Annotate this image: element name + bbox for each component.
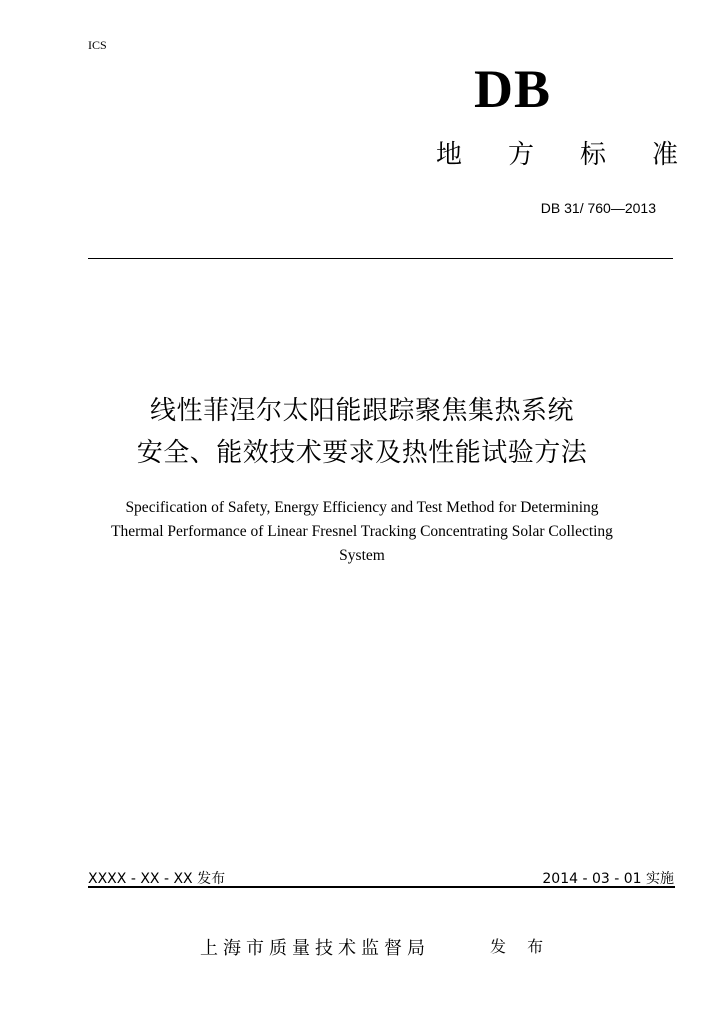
standard-type-char: 方 — [507, 140, 534, 170]
english-title-line: System — [339, 547, 385, 564]
standard-type — [436, 142, 678, 168]
english-title-line: Specification of Safety, Energy Efficiency and Test Method for Determining — [125, 499, 599, 516]
top-divider — [88, 258, 673, 259]
ics-label: ICS — [88, 38, 107, 52]
db-logo: DB — [474, 59, 552, 119]
implementation-date: 2014 - 03 - 01 实施 — [542, 871, 674, 887]
english-title — [60, 496, 664, 568]
standard-number: DB 31/ 760—2013 — [540, 200, 656, 216]
chinese-title — [60, 390, 664, 474]
publish-label: 发 布 — [490, 937, 552, 956]
bottom-divider — [88, 886, 675, 888]
publisher-name: 上海市质量技术监督局 — [200, 938, 430, 959]
standard-type-char: 地 — [436, 140, 463, 170]
chinese-title-line: 安全、能效技术要求及热性能试验方法 — [136, 438, 588, 468]
standard-type-char: 准 — [651, 140, 678, 170]
chinese-title-line: 线性菲涅尔太阳能跟踪聚焦集热系统 — [149, 396, 574, 426]
issue-date: XXXX - XX - XX 发布 — [88, 871, 226, 887]
standard-type-char: 标 — [579, 140, 606, 170]
english-title-line: Thermal Performance of Linear Fresnel Tracking Concentrating Solar Collecting — [111, 523, 613, 540]
